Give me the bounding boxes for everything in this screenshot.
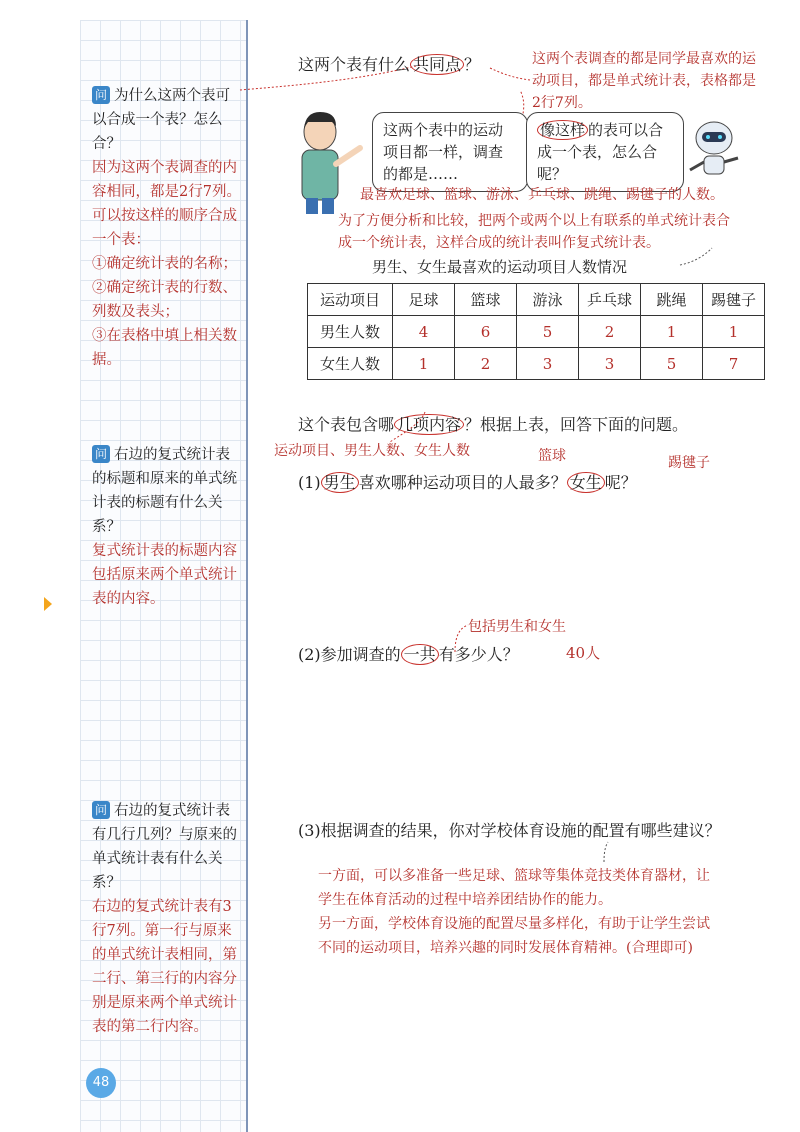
table-row-label: 男生人数 bbox=[308, 316, 393, 348]
sidebar-question: 为什么这两个表可以合成一个表？怎么合？ bbox=[92, 88, 230, 152]
sidebar-answer: 复式统计表的标题内容包括原来两个单式统计表的内容。 bbox=[92, 543, 237, 607]
sidebar-answer-step: ③在表格中填上相关数据。 bbox=[92, 328, 237, 368]
answer-girls: 踢毽子 bbox=[668, 455, 710, 471]
boy-speech-bubble: 这两个表中的运动项目都一样，调查的都是…… bbox=[372, 112, 528, 192]
note-common-point: 这两个表调查的都是同学最喜欢的运动项目，都是单式统计表，表格都是2行7列。 bbox=[532, 51, 756, 111]
answer-3-line: 一方面，可以多准备一些足球、篮球等集体竞技类体育器材，让 bbox=[318, 868, 710, 884]
common-point-question bbox=[298, 52, 480, 75]
question-icon: 问 bbox=[92, 86, 110, 104]
answer-3-line: 不同的运动项目，培养兴趣的同时发展体育精神。(合理即可) bbox=[318, 940, 693, 956]
note-sport-items: 最喜欢足球、篮球、游泳、乒乓球、跳绳、踢毽子的人数。 bbox=[360, 187, 724, 203]
sidebar-answer: 因为这两个表调查的内容相同，都是2行7列。可以按这样的顺序合成一个表： bbox=[92, 160, 241, 248]
question-text: 这两个表有什么 bbox=[298, 55, 411, 74]
table-header-cell: 足球 bbox=[393, 284, 455, 316]
question-1 bbox=[298, 470, 637, 493]
circled-keyword: 共同点 bbox=[410, 54, 464, 75]
table-row bbox=[308, 316, 765, 348]
sidebar-answer: 右边的复式统计表有3行7列。第一行与原来的单式统计表相同，第二行、第三行的内容分别是原来两个单式统计表的第二行内容。 bbox=[92, 899, 237, 1035]
table-row bbox=[308, 348, 765, 380]
question-icon: 问 bbox=[92, 801, 110, 819]
table-header-cell: 乒乓球 bbox=[579, 284, 641, 316]
answer-boys: 篮球 bbox=[538, 448, 566, 464]
table-cell: 2 bbox=[579, 316, 641, 348]
question-text: 喜欢哪种运动项目的人最多？ bbox=[358, 473, 567, 492]
question-text: ？根据上表，回答下面的问题。 bbox=[464, 415, 689, 434]
table-cell: 3 bbox=[579, 348, 641, 380]
table-header-cell: 运动项目 bbox=[308, 284, 393, 316]
question-number: (1) bbox=[298, 473, 321, 492]
circled-keyword: 几项内容 bbox=[394, 414, 464, 435]
table-cell: 2 bbox=[455, 348, 517, 380]
question-text: 有多少人？ bbox=[438, 645, 519, 664]
question-icon: 问 bbox=[92, 445, 110, 463]
robot-illustration bbox=[684, 118, 744, 184]
page-number: 48 bbox=[86, 1068, 116, 1098]
circled-keyword: 像这样 bbox=[537, 120, 588, 140]
table-header-cell: 踢毽子 bbox=[703, 284, 765, 316]
answer-3-line: 学生在体育活动的过程中培养团结协作的能力。 bbox=[318, 892, 612, 908]
table-cell: 1 bbox=[393, 348, 455, 380]
table-cell: 6 bbox=[455, 316, 517, 348]
sidebar-question: 右边的复式统计表的标题和原来的单式统计表的标题有什么关系？ bbox=[92, 447, 237, 535]
table-row-label: 女生人数 bbox=[308, 348, 393, 380]
note-total: 包括男生和女生 bbox=[468, 619, 566, 635]
circled-keyword: 一共 bbox=[401, 644, 439, 665]
question-text: (2)参加调查的 bbox=[298, 645, 401, 664]
table-cell: 7 bbox=[703, 348, 765, 380]
table-header-cell: 游泳 bbox=[517, 284, 579, 316]
circled-keyword: 男生 bbox=[321, 472, 359, 493]
answer-3-line: 另一方面，学校体育设施的配置尽量多样化，有助于让学生尝试 bbox=[318, 916, 710, 932]
question-3: (3)根据调查的结果，你对学校体育设施的配置有哪些建议？ bbox=[298, 821, 721, 840]
answer-total: 40人 bbox=[566, 644, 601, 662]
table-header-cell: 跳绳 bbox=[641, 284, 703, 316]
table-cell: 3 bbox=[517, 348, 579, 380]
note-table-contents: 运动项目、男生人数、女生人数 bbox=[274, 443, 470, 459]
sidebar-answer-step: ②确定统计表的行数、列数及表头； bbox=[92, 280, 237, 320]
robot-speech-bubble bbox=[526, 112, 684, 192]
table-title: 男生、女生最喜欢的运动项目人数情况 bbox=[372, 258, 628, 276]
table-contents-question bbox=[298, 412, 688, 435]
sidebar-question: 右边的复式统计表有几行几列？与原来的单式统计表有什么关系？ bbox=[92, 803, 237, 891]
answer-3 bbox=[318, 864, 710, 960]
table-cell: 5 bbox=[517, 316, 579, 348]
table-header-row bbox=[308, 284, 765, 316]
question-text: 呢？ bbox=[604, 473, 637, 492]
table-cell: 5 bbox=[641, 348, 703, 380]
boy-illustration bbox=[290, 108, 370, 216]
note-definition: 为了方便分析和比较，把两个或两个以上有联系的单式统计表合成一个统计表，这样合成的统计表叫作复式统计表。 bbox=[338, 213, 730, 251]
table-header-cell: 篮球 bbox=[455, 284, 517, 316]
table-cell: 1 bbox=[703, 316, 765, 348]
question-mark: ？ bbox=[464, 55, 481, 74]
table-cell: 4 bbox=[393, 316, 455, 348]
question-2 bbox=[298, 642, 519, 665]
question-text: 这个表包含哪 bbox=[298, 415, 395, 434]
sports-table bbox=[307, 283, 765, 380]
table-cell: 1 bbox=[641, 316, 703, 348]
circled-keyword: 女生 bbox=[567, 472, 605, 493]
robot-bubble-text: 的表可以合成一个表，怎么合呢？ bbox=[537, 121, 664, 183]
sidebar-answer-step: ①确定统计表的名称； bbox=[92, 256, 237, 272]
